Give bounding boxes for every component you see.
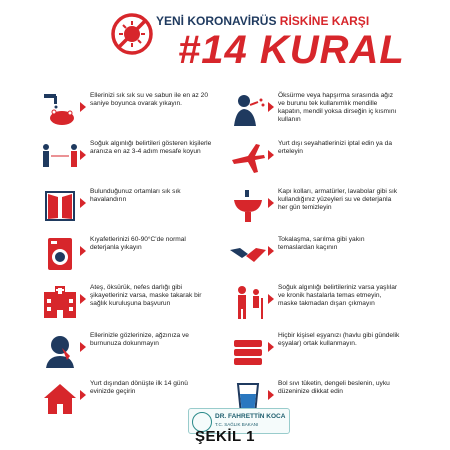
minister-name: DR. FAHRETTİN KOCA xyxy=(215,413,286,420)
rule-item xyxy=(40,282,212,322)
poster-header xyxy=(40,8,405,76)
rule-text: Bol sıvı tüketin, dengeli beslenin, uyku düzeninize dikkat edin xyxy=(278,380,390,395)
bullet-arrow-icon xyxy=(80,246,86,256)
bullet-arrow-icon xyxy=(268,342,274,352)
rule-item xyxy=(228,138,400,178)
rule-item xyxy=(228,186,400,226)
rule-text: Yurt dışı seyahatlerinizi iptal edin ya da erteleyin xyxy=(278,140,392,155)
bullet-arrow-icon xyxy=(80,294,86,304)
rule-item xyxy=(228,90,400,130)
home-icon xyxy=(40,380,80,416)
washing-machine-icon xyxy=(40,236,80,272)
bullet-arrow-icon xyxy=(268,390,274,400)
rule-item xyxy=(228,330,400,370)
hand-washing-icon xyxy=(40,92,80,128)
rule-item xyxy=(40,186,212,226)
hospital-icon xyxy=(40,284,80,320)
poster-title-line1: YENİ KORONAVİRÜS RİSKİNE KARŞI xyxy=(156,14,370,28)
rule-item xyxy=(228,234,400,274)
bullet-arrow-icon xyxy=(268,246,274,256)
rule-item xyxy=(40,90,212,130)
rule-text: Kapı kolları, armatürler, lavabolar gibi sık kullandığınız yüzeyleri su ve deterjanla her gün temizleyin xyxy=(278,188,398,211)
rule-text: Hiçbir kişisel eşyanızı (havlu gibi gündelik eşyalar) ortak kullanmayın. xyxy=(278,332,400,347)
handshake-icon xyxy=(228,236,268,272)
bullet-arrow-icon xyxy=(80,342,86,352)
bullet-arrow-icon xyxy=(80,150,86,160)
bullet-arrow-icon xyxy=(80,198,86,208)
poster xyxy=(40,8,405,430)
rule-text: Yurt dışından dönüşte ilk 14 günü evinizde geçirin xyxy=(90,380,188,395)
bullet-arrow-icon xyxy=(80,390,86,400)
rule-text: Kıyafetlerinizi 60-90°C'de normal deterjanla yıkayın xyxy=(90,236,186,251)
towels-icon xyxy=(228,332,268,368)
rule-item xyxy=(228,282,400,322)
bullet-arrow-icon xyxy=(268,198,274,208)
minister-title: T.C. SAĞLIK BAKANI xyxy=(215,422,259,427)
elderly-icon xyxy=(228,284,268,320)
rule-text: Soğuk algınlığı belirtileri gösteren kişilerle aranıza en az 3-4 adım mesafe koyun xyxy=(90,140,212,155)
airplane-icon xyxy=(228,140,268,176)
rule-text: Ateş, öksürük, nefes darlığı gibi şikayetleriniz varsa, maske takarak bir sağlık kuruluşuna başvurun xyxy=(90,284,202,307)
sink-icon xyxy=(228,188,268,224)
bullet-arrow-icon xyxy=(268,102,274,112)
rule-text: Ellerinizi sık sık su ve sabun ile en az 20 saniye boyunca ovarak yıkayın. xyxy=(90,92,209,107)
rule-item xyxy=(40,378,212,418)
rule-item xyxy=(40,138,212,178)
figure-caption: ŞEKİL 1 xyxy=(195,428,255,445)
crossed-virus-icon xyxy=(110,12,154,56)
rule-text: Bulunduğunuz ortamları sık sık havalandırın xyxy=(90,188,181,203)
poster-title-line2: #14 KURAL xyxy=(178,28,405,72)
rule-text: Tokalaşma, sarılma gibi yakın temaslardan kaçının xyxy=(278,236,365,251)
rule-item xyxy=(40,330,212,370)
face-touch-icon xyxy=(40,332,80,368)
rule-text: Öksürme veya hapşırma sırasında ağız ve burunu tek kullanımlık mendille kapatın, mendil yoksa dirseğin iç kısmını kullanın xyxy=(278,92,397,123)
window-icon xyxy=(40,188,80,224)
rule-text: Ellerinizle gözlerinize, ağzınıza ve burnunuza dokunmayın xyxy=(90,332,189,347)
bullet-arrow-icon xyxy=(268,294,274,304)
rule-text: Soğuk algınlığı belirtileriniz varsa yaşlılar ve kronik hastalarla temas etmeyin, maske takmadan dışarı çıkmayın xyxy=(278,284,398,307)
distance-icon xyxy=(40,140,80,176)
sneezing-person-icon xyxy=(228,92,268,128)
rule-item xyxy=(40,234,212,274)
bullet-arrow-icon xyxy=(268,150,274,160)
bullet-arrow-icon xyxy=(80,102,86,112)
